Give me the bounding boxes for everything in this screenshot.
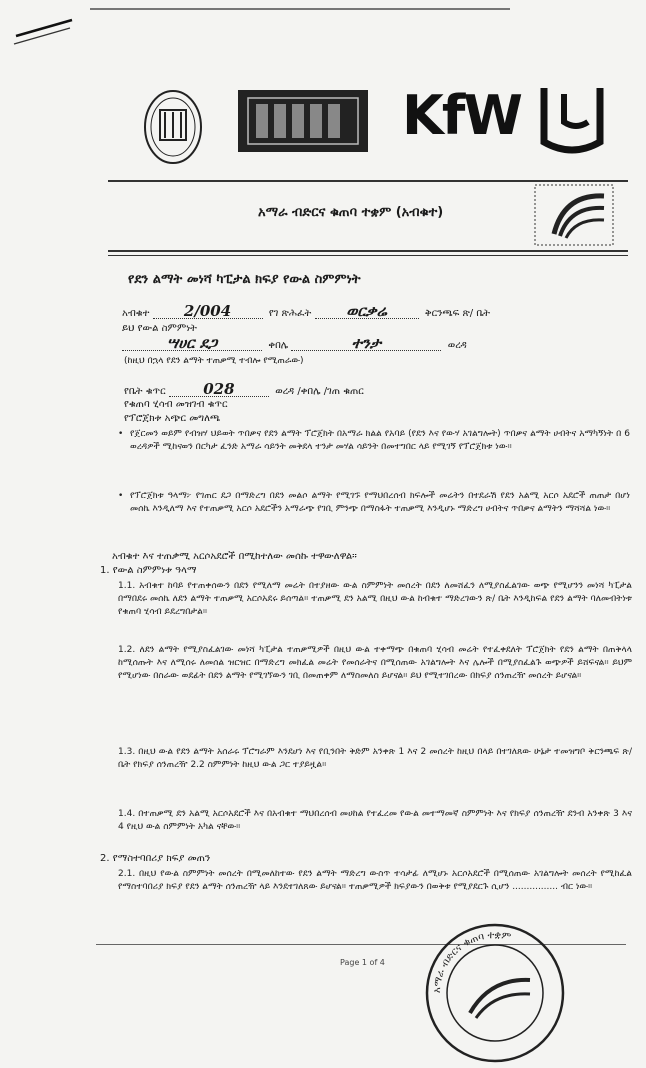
contract-no-value: 2/004 <box>153 304 263 319</box>
right-label: ቅርንጫፍ ጽ/ ቤት <box>424 308 490 319</box>
kebele-value: ተንታ <box>291 336 441 351</box>
mid-label: የገ ጽሕፈት <box>268 308 312 319</box>
bullet-item-2 <box>118 490 630 516</box>
header-rule-bottom <box>108 250 628 252</box>
bullet-text-2: የፕሮጀክቱ ዓላማ፦ የገጠር ደጋ በማድረግ በደን መልሶ ልማት የሚገኙ የማህበረሰብ ክፍሎች መሬትን በተደራሽ የደን አልሚ አርሶ አደሮች ጠጠታ በሆነ መሰኬ እንዲለማ እና የተጠቃሚ አርሶ አደሮችን አማራጭ የገቢ ምንጭ በማስፋት ተጠቃሚ እንዲሆኑ ማድረግ ሀብትና ጥበቃና ልማትን ማሻሻል ነው። <box>130 491 630 515</box>
conservation-logo-icon <box>536 84 608 164</box>
section2-title: 2. የማስተባበሪያ ክፍያ መጠን <box>100 853 211 864</box>
stamp-text: አማራ ብድርና ቁጠባ ተቋም <box>431 929 512 994</box>
bullet-icon: • <box>118 429 124 439</box>
ethiopia-label: ወረዳ /ቀበሌ /ገጠ ቁጠር <box>275 386 364 397</box>
page-number: Page 1 of 4 <box>340 958 385 967</box>
section1-item-4: 1.4. በተጠቃሚ ደን አልሚ አርሶአደሮች እና በአብቁተ ማህበረሰብ መሀከል የተፈረመ የውል መተማመኛ ስምምነት እና የክፍያ ሰንጠረዥ ደንብ አንቀጽ 3 እና 4 የዚህ ውል ስምምነት አካል ናቸው። <box>118 809 632 833</box>
section2-item-1: 2.1. በዚህ የውል ስምምነት መሰረት በሚመለከተው የደን ልማት ማድረግ ውስጥ ተሳታፊ ለሚሆኑ አርሶአደሮች በሚሰጠው አገልግሎት መሰረት የሚከፈል የማስተባበሪያ ክፍያ የደን ልማት ሰንጠረዥ ላይ እንደተገለጸው ይሆናል። ተጠቃሚዎች ክፍያውን በወቅቱ የሚያደርጉ ሲሆን ................ ብር ነው። <box>118 869 632 893</box>
top-scan-line <box>90 8 510 10</box>
note-text: (ከዚህ በኋላ የደን ልማት ተጠቃሚ ተብሎ የሚጠራው) <box>124 356 304 366</box>
section1-title: 1. የውል ስምምነቱ ዓላማ <box>100 565 197 576</box>
house-no-value: 028 <box>169 382 269 397</box>
contract-no-label: አብቁተ <box>122 308 150 319</box>
name-value: ሣሀር ደጋ <box>122 336 262 351</box>
header-rule-top <box>108 180 628 182</box>
agreement-label: ይህ የውል ስምምነት <box>122 323 197 334</box>
intro-line: አብቁተ እና ተጠቃሚ አርሶአደሮች በሚከተለው መሰኩ ተዋውለዋል። <box>112 551 357 562</box>
document-title: የደን ልማት መነሻ ካፒታል ክፍያ የውል ስምምነት <box>128 272 361 287</box>
bullet-icon: • <box>118 491 124 501</box>
section1-item-3: 1.3. በዚህ ውል የደን ልማት አሰራሩ ፕሮግራም እንደሆነ እና የቢንበት ቅድም አንቀጽ 1 እና 2 መሰረት ከዚህ በላይ በተገለጸው ሁኔታ ተመዝግቦ ቅርንጫፍ ጽ/ቤት የክፍያ ሰንጠረዥ 2.2 ስምምነት ከዚህ ውል ጋር ተያይዟል። <box>118 747 632 771</box>
german-cooperation-logo-icon <box>238 90 368 152</box>
wereda-label: ወረዳ <box>447 340 467 351</box>
contract-row <box>122 304 490 321</box>
section1-item-2: 1.2. ለደን ልማት የሚያስፈልገው መነሻ ካፒታል ተጠቃሚዎች በዚህ ውል ተቀማጭ በቁጠባ ሂሳብ መሬት የተፈቀደለት ፕሮጀክት የደን ልማት በጠቅላላ ከሚሰጡት እና ለሚሰሩ ለመሰል ዝርዝር በማድረግ መክፈል መሬት የመሰራትና በሚሰጠው አገልግሎት እና ሌሎች በሚያስፈልጉ ወጭዎች ይሸፍናል። ይህም የሚሆነው በስራው ወደፊት በደን ልማት የሚገኘውን ገቢ በመጠቀም ለማስመለስ ይሆናል። ይህ የሚተገበረው በክፍያ ሰንጠረዥ መሰረት ይሆናል። <box>118 645 632 682</box>
purpose-label: የፕሮጀክቱ አጭር መግለጫ <box>124 413 221 424</box>
section1-item-1: 1.1. አብቁተ ከባይ የተጠቀሰውን በደን የሚለማ መሬት በተያዘው ውል ስምምነት መሰረት በደን ለመሸፈን ለሚያስፈልገው ወጭ የሚሆንን መነሻ ካፒታል በማበደሩ መሰኬ ለደን ልማት ተጠቃሚ አርሶአደሩ ይሰጣል። ተጠቃሚ ደን አልሚ በዚህ ውል ከብቁተ ማድረገውን ጽ/ ቤት እንዲከፍል የደን ልማት ባለመብትነቱ የቁጠባ ሂሳብ ይደረግበታል። <box>118 581 632 618</box>
header-rule-thin <box>108 255 628 256</box>
organization-name: አማራ ብድርና ቁጠባ ተቋም (አብቁተ) <box>258 205 444 220</box>
pen-mark-icon <box>12 14 82 54</box>
mid-value: ወርቃሬ <box>315 304 419 319</box>
kebele-label: ቀበሌ <box>268 340 289 351</box>
kfw-logo: KfW <box>402 84 521 147</box>
government-emblem-icon <box>142 88 204 166</box>
house-no-label: የቤት ቁጥር <box>124 386 166 397</box>
bullet-text-1: የጀርመን ወይም የብዝሃ ህይወት ጥበቃና የደን ልማት ፕሮጀክት በአማራ ክልል የአባይ (የደን እና የውሃ አገልግሎት) ጥበቃና ልማት ሀብትና አማካኝነት በ 6 ወረዳዎች ሚከናወን በርካታ ፈንድ አማራ ሳይንት መቅደላ ተንታ መሃል ሳይንት በመተግበር ላይ የሚገኝ የፕሮጀክቱ ነው። <box>130 429 630 453</box>
house-row <box>124 382 364 399</box>
bullet-item-1 <box>118 428 630 454</box>
account-label: የቁጠባ ሂሳብ መዝገብ ቁጥር <box>124 399 228 410</box>
acsi-logo-icon <box>534 184 614 246</box>
name-row <box>122 336 467 353</box>
official-stamp-icon <box>420 918 570 1068</box>
logo-band <box>130 78 630 178</box>
